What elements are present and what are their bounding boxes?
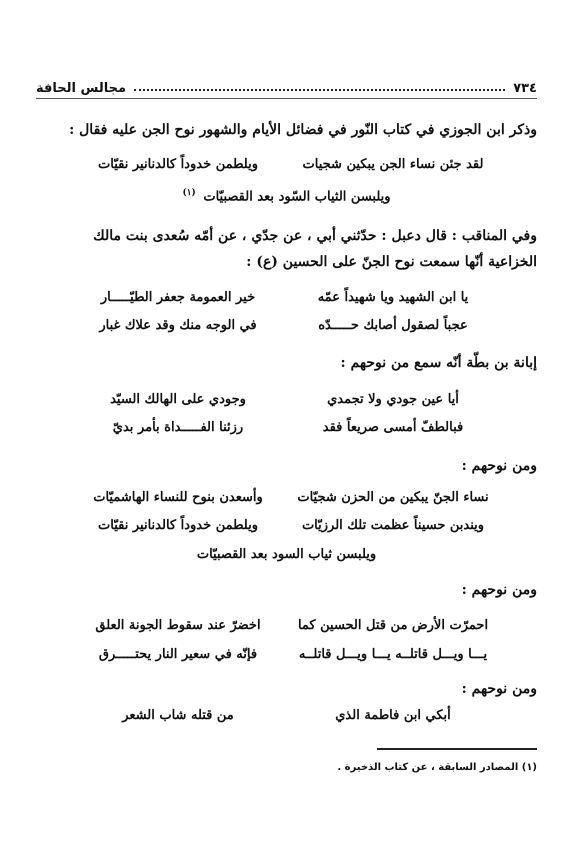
footnote-marker: (١) [182, 188, 196, 198]
verse-hemistich: من قتله شاب الشعر [122, 708, 234, 723]
verse-hemistich: أيا عين جودي ولا تجمدي [327, 392, 459, 407]
page-number: ٧٣٤ [513, 81, 537, 96]
verse-hemistich: ويندبن حسيناً عظمت تلك الرزيّات [301, 518, 485, 533]
paragraph-ibana: إبانة بن بطّة أنّه سمع من نوحهم : [340, 355, 537, 371]
verse-hemistich: عجباً لصقول أصابك حـــــدّه [318, 318, 468, 333]
verse-hemistich: احمرّت الأرض من قتل الحسين كما [297, 618, 489, 633]
verse-hemistich: خير العمومة جعفر الطيّـــــار [100, 290, 256, 305]
header-title: مجالس الحافة [36, 81, 127, 96]
header-dot-leader [134, 89, 505, 91]
paragraph-min-nawhihim: ومن نوحهم : [461, 458, 537, 474]
verse-hemistich: ويلطمن خدوداً كالدنانير نقيّات [98, 157, 258, 172]
running-header [36, 74, 537, 96]
paragraph-min-nawhihim: ومن نوحهم : [461, 582, 537, 598]
verse-hemistich: رزئنا الفـــــداة بأمر بديّ [112, 420, 244, 435]
verse-hemistich: وأسعدن بنوح للنساء الهاشميّات [93, 490, 263, 505]
verse-text: ويلبسن الثياب السّود بعد القصبيّات [203, 189, 391, 205]
verse-center: ويلبسن ثياب السود بعد القصبيّات [196, 547, 377, 562]
header-rule [36, 98, 537, 99]
verse-hemistich: يـــا ويـــل قاتلــه يـــا ويـــل قاتلــه [298, 647, 488, 662]
verse-hemistich: ويلطمن خدوداً كالدنانير نقيّات [98, 518, 258, 533]
footnote: (١) المصادر السابقة ، عن كتاب الذخيرة . [337, 762, 537, 773]
verse-hemistich: يا ابن الشهيد ويا شهيداً عمّه [317, 290, 469, 305]
paragraph-intro: وذكر ابن الجوزي في كتاب النّور في فضائل الأيام والشهور نوح الجن عليه فقال : [69, 122, 537, 138]
verse-hemistich: نساء الجنّ يبكين من الحزن شجيّات [297, 490, 489, 505]
paragraph-manaqib-cont: الخزاعية أنّها سمعت نوح الجنّ على الحسين (ع) : [246, 254, 537, 270]
verse-center [0, 184, 573, 206]
footnote-rule [377, 748, 537, 750]
paragraph-min-nawhihim: ومن نوحهم : [461, 681, 537, 697]
verse-hemistich: اخضرّ عند سقوط الجونة العلق [95, 618, 261, 633]
verse-hemistich: أبكي ابن فاطمة الذي [335, 708, 451, 723]
verse-hemistich: فبالطفّ أمسى صريعاً فقد [322, 420, 464, 435]
verse-hemistich: وجودي على الهالك السيّد [110, 392, 246, 407]
verse-hemistich: لقد جئن نساء الجن يبكين شجيات [302, 157, 484, 172]
verse-hemistich: في الوجه منك وقد علاك غبار [99, 318, 257, 333]
paragraph-manaqib: وفي المناقب : قال دعبل : حدّثني أبي ، عن جدّي ، عن أمّه سُعدى بنت مالك [93, 228, 537, 244]
verse-hemistich: فإنّه في سعير النار يحتـــــرق [98, 647, 258, 662]
